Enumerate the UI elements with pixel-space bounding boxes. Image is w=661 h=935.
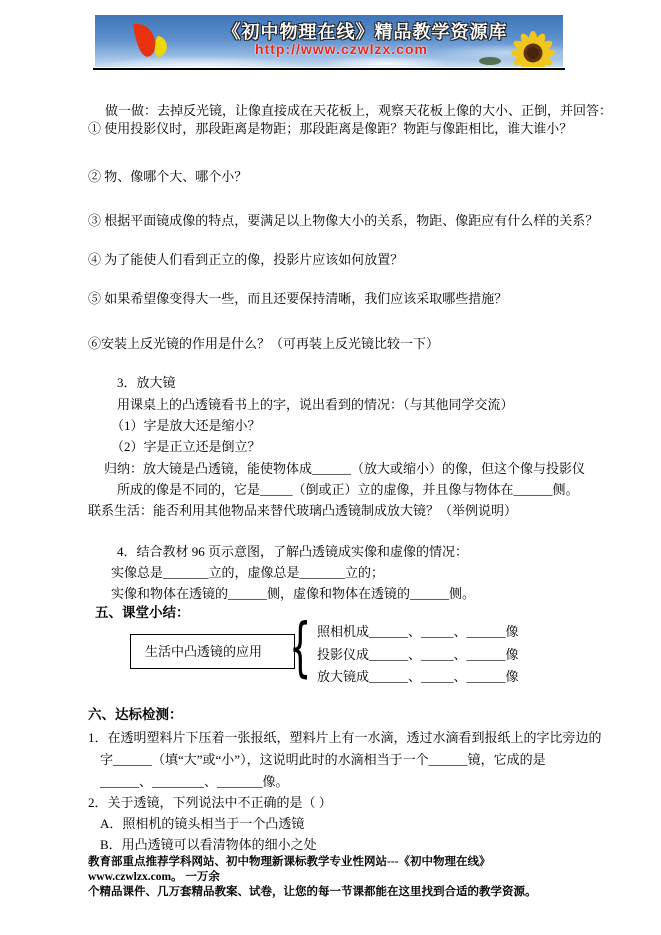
test-q1-line2: 字______（填“大”或“小”），这说明此时的水滴相当于一个______镜，它成的是 bbox=[100, 752, 546, 767]
section3-summary-line1: 归纳：放大镜是凸透镜，能使物体成______（放大或缩小）的像，但这个像与投影仪 bbox=[104, 461, 586, 476]
question-1: ① 使用投影仪时，那段距离是物距；那段距离是像距？物距与像距相比，谁大谁小？ bbox=[88, 121, 573, 136]
question-6: ⑥安装上反光镜的作用是什么？（可再装上反光镜比较一下） bbox=[88, 336, 440, 351]
question-5: ⑤ 如果希望像变得大一些，而且还要保持清晰，我们应该采取哪些措施？ bbox=[88, 291, 508, 306]
site-logo-icon bbox=[133, 21, 177, 63]
test-q1-line1: 1．在透明塑料片下压着一张报纸，塑料片上有一水滴，透过水滴看到报纸上的字比旁边的 bbox=[88, 730, 602, 745]
sunflower-icon bbox=[503, 27, 561, 67]
section3-summary-line2: 所成的像是不同的，它是_____（倒或正）立的虚像，并且像与物体在______侧。 bbox=[117, 482, 579, 497]
logo-red-flame-icon bbox=[133, 22, 156, 58]
section5-heading: 五、课堂小结： bbox=[95, 605, 190, 620]
brace-item-projector: 投影仪成______、_____、______像 bbox=[317, 647, 519, 662]
test-q2-option-b: B．用凸透镜可以看清物体的细小之处 bbox=[100, 837, 317, 852]
brace-item-magnifier: 放大镜成______、_____、______像 bbox=[317, 669, 519, 684]
section6-heading: 六、达标检测： bbox=[88, 707, 183, 722]
section4-heading: 4．结合教材 96 页示意图，了解凸透镜成实像和虚像的情况： bbox=[117, 544, 469, 559]
section3-subq2: （2）字是正立还是倒立？ bbox=[111, 439, 261, 454]
test-q1-line3: ______、________、_______像。 bbox=[100, 774, 289, 789]
site-url-link[interactable]: http://www.czwlzx.com bbox=[255, 41, 428, 57]
summary-box: 生活中凸透镜的应用 bbox=[130, 634, 295, 669]
question-2: ② 物、像哪个大、哪个小？ bbox=[88, 169, 248, 184]
site-title: 《初中物理在线》精品教学资源库 bbox=[222, 22, 508, 42]
left-brace: { bbox=[289, 611, 312, 685]
section3-intro: 用课桌上的凸透镜看书上的字，说出看到的情况：（与其他同学交流） bbox=[117, 397, 514, 412]
site-banner bbox=[95, 15, 563, 67]
brace-item-camera: 照相机成______、_____、______像 bbox=[317, 624, 519, 639]
section3-heading: 3．放大镜 bbox=[117, 375, 176, 390]
test-q2: 2．关于透镜，下列说法中不正确的是（ ） bbox=[88, 795, 332, 810]
test-q2-option-a: A．照相机的镜头相当于一个凸透镜 bbox=[100, 816, 305, 831]
question-4: ④ 为了能使人们看到正立的像，投影片应该如何放置？ bbox=[88, 252, 404, 267]
activity-intro: 做一做：去掉反光镜，让像直接成在天花板上，观察天花板上像的大小、正倒，并回答： bbox=[105, 103, 613, 118]
footer-line1: 教育部重点推荐学科网站、初中物理新课标教学专业性网站---《初中物理在线》www.czwlzx.com。 一万余 bbox=[88, 856, 491, 883]
footer-line2: 个精品课件、几万套精品教案、试卷，让您的每一节课都能在这里找到合适的教学资源。 bbox=[88, 886, 537, 898]
header-divider bbox=[93, 68, 565, 70]
leaf-decoration bbox=[479, 57, 501, 65]
question-3: ③ 根据平面镜成像的特点，要满足以上物像大小的关系，物距、像距应有什么样的关系？ bbox=[88, 213, 599, 228]
section3-subq1: （1）字是放大还是缩小？ bbox=[111, 418, 261, 433]
section4-line1: 实像总是_______立的，虚像总是_______立的； bbox=[111, 565, 385, 580]
footer-note bbox=[88, 855, 578, 900]
section3-life-link: 联系生活：能否利用其他物品来替代玻璃凸透镜制成放大镜？（举例说明） bbox=[88, 503, 518, 518]
section4-line2: 实像和物体在透镜的______侧，虚像和物体在透镜的______侧。 bbox=[111, 586, 476, 601]
